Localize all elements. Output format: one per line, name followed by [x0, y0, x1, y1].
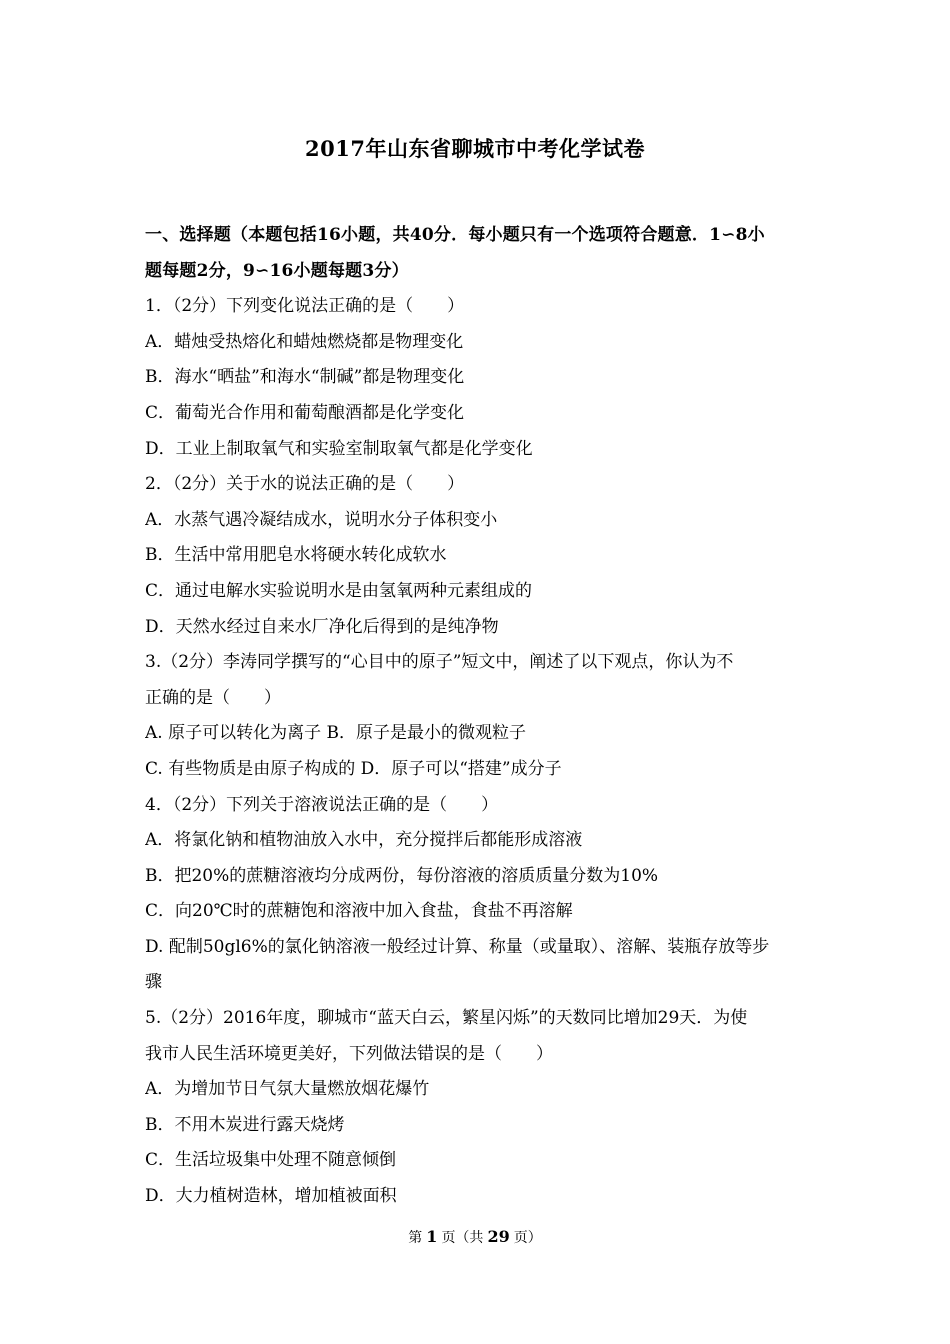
- question-5-stem-line-2: 我市人民生活环境更美好，下列做法错误的是（ ）: [145, 1043, 553, 1064]
- question-3-options-ab: A. 原子可以转化为离子 B．原子是最小的微观粒子: [145, 723, 526, 744]
- section-heading-line-1: 一、选择题（本题包括16小题，共40分．每小题只有一个选项符合题意．1∽8小: [145, 225, 765, 245]
- question-2-stem: 2．（2分）关于水的说法正确的是（ ）: [145, 474, 465, 495]
- question-3-options-cd: C. 有些物质是由原子构成的 D．原子可以“搭建”成分子: [145, 758, 562, 779]
- question-content: [145, 216, 815, 1215]
- section-heading-line-2: 题每题2分，9∽16小题每题3分）: [145, 260, 409, 281]
- question-4-option-b: B．把20%的蔗糖溶液均分成两份，每份溶液的溶质质量分数为10%: [145, 865, 659, 886]
- question-5-option-b: B．不用木炭进行露天烧烤: [145, 1114, 345, 1135]
- question-3-stem-line-2: 正确的是（ ）: [145, 687, 281, 708]
- question-4-option-a: A．将氯化钠和植物油放入水中，充分搅拌后都能形成溶液: [145, 830, 583, 851]
- question-1-option-a: A．蜡烛受热熔化和蜡烛燃烧都是物理变化: [145, 331, 464, 352]
- footer-page-number: 1: [426, 1227, 438, 1246]
- question-5-stem-line-1: 5.（2分）2016年度，聊城市“蓝天白云，繁星闪烁”的天数同比增加29天．为使: [145, 1008, 748, 1029]
- footer-total-pages: 29: [487, 1227, 510, 1246]
- question-4-option-d-line-2: 骤: [145, 972, 162, 993]
- question-2-option-d: D．天然水经过自来水厂净化后得到的是纯净物: [145, 616, 499, 637]
- question-1-option-c: C．葡萄光合作用和葡萄酿酒都是化学变化: [145, 402, 465, 423]
- question-1-option-d: D．工业上制取氧气和实验室制取氧气都是化学变化: [145, 438, 533, 459]
- question-2-option-c: C．通过电解水实验说明水是由氢氧两种元素组成的: [145, 580, 533, 601]
- question-5-option-c: C．生活垃圾集中处理不随意倾倒: [145, 1150, 397, 1171]
- question-2-option-b: B．生活中常用肥皂水将硬水转化成软水: [145, 545, 447, 566]
- footer-prefix: 第: [408, 1230, 423, 1246]
- question-4-stem: 4．（2分）下列关于溶液说法正确的是（ ）: [145, 794, 499, 815]
- question-3-stem-line-1: 3.（2分）李涛同学撰写的“心目中的原子”短文中，阐述了以下观点，你认为不: [145, 652, 734, 673]
- question-1-stem: 1．（2分）下列变化说法正确的是（ ）: [145, 296, 465, 317]
- footer-suffix: 页）: [513, 1230, 542, 1246]
- page-title: 2017年山东省聊城市中考化学试卷: [305, 136, 645, 161]
- question-4-option-d-line-1: D. 配制50gl6%的氯化钠溶液一般经过计算、称量（或量取）、溶解、装瓶存放等步: [145, 936, 770, 957]
- footer-middle: 页（共: [441, 1230, 484, 1246]
- page-footer: [0, 1226, 950, 1249]
- question-5-option-a: A．为增加节日气氛大量燃放烟花爆竹: [145, 1079, 430, 1100]
- question-4-option-c: C．向20℃时的蔗糖饱和溶液中加入食盐，食盐不再溶解: [145, 901, 573, 922]
- question-5-option-d: D．大力植树造林，增加植被面积: [145, 1186, 397, 1207]
- question-2-option-a: A．水蒸气遇冷凝结成水，说明水分子体积变小: [145, 509, 498, 530]
- question-1-option-b: B．海水“晒盐”和海水“制碱”都是物理变化: [145, 367, 465, 388]
